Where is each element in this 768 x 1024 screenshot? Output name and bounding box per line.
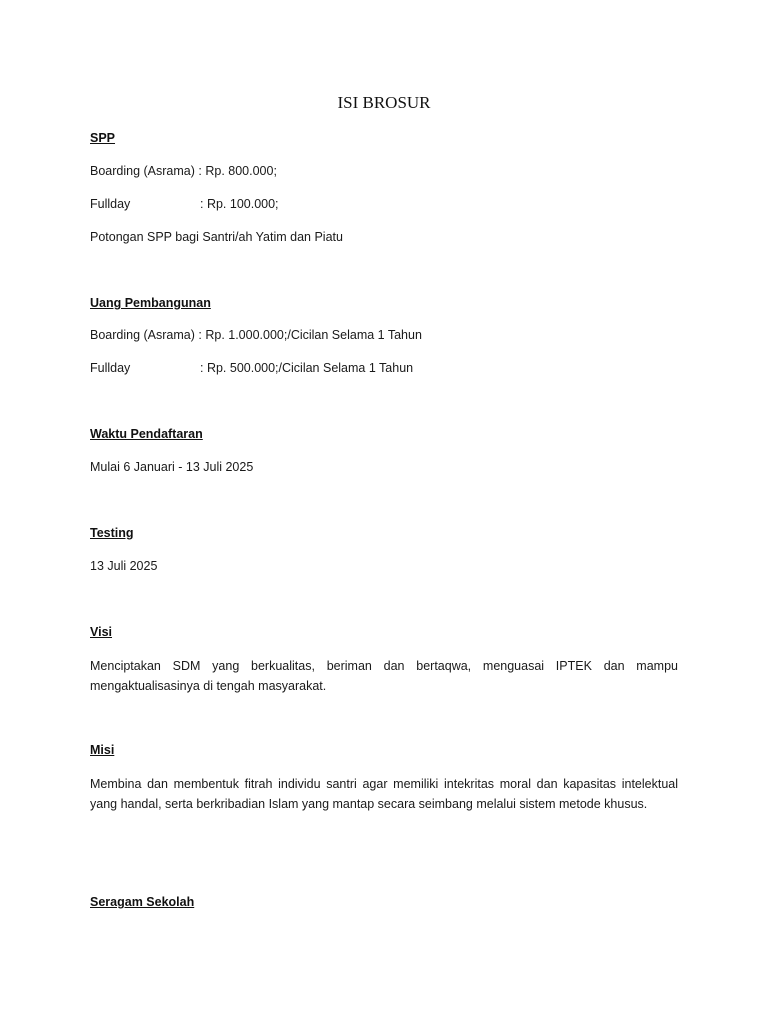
- spp-boarding-line: [90, 164, 277, 178]
- document-page: [90, 0, 678, 1024]
- spp-fullday-label: Fullday: [90, 197, 131, 211]
- pembangunan-boarding-value: : Rp. 1.000.000;/Cicilan Selama 1 Tahun: [198, 328, 422, 342]
- uang-pembangunan-heading: Uang Pembangunan: [90, 296, 211, 310]
- spp-note: Potongan SPP bagi Santri/ah Yatim dan Piatu: [90, 230, 343, 244]
- spp-boarding-value: : Rp. 800.000;: [198, 164, 277, 178]
- misi-heading: Misi: [90, 743, 115, 757]
- pembangunan-fullday-line: [90, 361, 413, 375]
- pembangunan-fullday-label: Fullday: [90, 361, 131, 375]
- spp-fullday-line: [90, 197, 279, 211]
- spp-boarding-label: Boarding (Asrama): [90, 164, 195, 178]
- spp-fullday-value: : Rp. 100.000;: [200, 197, 279, 211]
- visi-heading: Visi: [90, 625, 113, 639]
- pembangunan-fullday-value: : Rp. 500.000;/Cicilan Selama 1 Tahun: [200, 361, 414, 375]
- waktu-pendaftaran-heading: Waktu Pendaftaran: [90, 427, 203, 441]
- testing-heading: Testing: [90, 526, 134, 540]
- misi-text: Membina dan membentuk fitrah individu santri agar memiliki intekritas moral dan kapasitas intelektual yang handal, serta berkribadian Islam yang mantap secara seimbang melalui sistem metode khusus.: [90, 777, 678, 811]
- testing-text: 13 Juli 2025: [90, 559, 158, 573]
- pembangunan-boarding-line: [90, 328, 422, 342]
- seragam-sekolah-heading: Seragam Sekolah: [90, 895, 195, 909]
- visi-text: Menciptakan SDM yang berkualitas, beriman dan bertaqwa, menguasai IPTEK dan mampu mengaktualisasinya di tengah masyarakat.: [90, 659, 678, 693]
- waktu-pendaftaran-text: Mulai 6 Januari - 13 Juli 2025: [90, 460, 254, 474]
- document-title: ISI BROSUR: [337, 93, 431, 112]
- spp-heading: SPP: [90, 131, 116, 145]
- pembangunan-boarding-label: Boarding (Asrama): [90, 328, 195, 342]
